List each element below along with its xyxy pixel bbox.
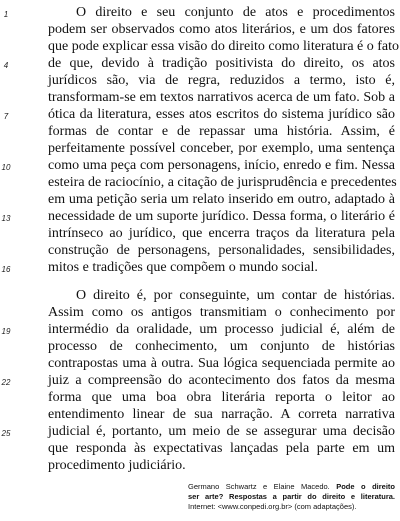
line-number: 22 <box>1 378 11 387</box>
text-line: juiz a compreensão do acontecimento dos fatos da mesma <box>48 373 395 388</box>
text-line: intrínseco ao jurídico, que encerra traços da literatura pela <box>48 226 395 241</box>
line-number: 19 <box>1 327 11 336</box>
line-number: 4 <box>3 61 9 70</box>
source-citation <box>188 492 395 502</box>
text-line: intermédio da oralidade, um processo judicial é, além de <box>48 322 395 337</box>
text-line: processo de conhecimento, um conjunto de histórias <box>48 339 395 354</box>
source-authors: Germano Schwartz e Elaine Macedo. <box>188 482 330 491</box>
text-line: mitos e tradições que compõem o mundo social. <box>48 260 318 275</box>
text-line: Assim como os antigos transmitiam o conhecimento por <box>48 305 395 320</box>
line-number: 10 <box>1 163 11 172</box>
text-line: procedimento judiciário. <box>48 458 186 473</box>
text-line: entendimento linear de sua narração. A correta narrativa <box>48 407 395 422</box>
text-line: necessidade de um suporte jurídico. Dessa forma, o literário é <box>48 209 395 224</box>
source-title: ser arte? Respostas a partir do direito e literatura. <box>188 492 395 501</box>
text-line: esteira de raciocínio, a citação de jurisprudência e precedentes <box>48 175 397 190</box>
source-citation <box>188 502 395 512</box>
text-line: jurídicos são, via de regra, reduzidos a termo, isto é, <box>48 73 395 88</box>
text-line: transformam-se em textos narrativos acerca de um fato. Sob a <box>48 90 395 105</box>
line-number: 7 <box>3 112 9 121</box>
text-line: O direito e seu conjunto de atos e procedimentos <box>76 5 395 20</box>
source-title: Pode o direito <box>336 482 395 491</box>
text-line: contrapostas uma à outra. Sua lógica sequenciada permite ao <box>48 356 395 371</box>
text-line: como uma peça com personagens, início, enredo e fim. Nessa <box>48 158 395 173</box>
line-number: 16 <box>1 265 11 274</box>
line-number: 13 <box>1 214 11 223</box>
source-note: (com adaptações). <box>294 502 357 511</box>
text-line: formas de contar e de repassar uma história. Assim, é <box>48 124 395 139</box>
text-line: em uma petição seria um relato inserido em outro, adaptado à <box>48 192 395 207</box>
text-line: de que, devido à tradição positivista do direito, os atos <box>48 56 395 71</box>
text-line: judicial é, portanto, um meio de se assegurar uma decisão <box>48 424 395 439</box>
text-line: que responda às expectativas lançadas pela parte em um <box>48 441 395 456</box>
text-line: construção de personagens, personalidades, sensibilidades, <box>48 243 395 258</box>
text-line: podem ser observados como atos literários, e um dos fatores <box>48 22 395 37</box>
line-number: 1 <box>3 10 9 19</box>
text-line: que pode explicar essa visão do direito como literatura é o fato <box>48 39 400 54</box>
source-internet-label: Internet: <box>188 502 216 511</box>
text-line: ótica da literatura, esses atos escritos do sistema jurídico são <box>48 107 395 122</box>
line-number: 25 <box>1 429 11 438</box>
text-line: forma que uma boa obra literária reporta o leitor ao <box>48 390 395 405</box>
source-citation <box>188 482 395 492</box>
text-line: O direito é, por conseguinte, um contar de histórias. <box>76 288 395 303</box>
source-url[interactable]: <www.conpedi.org.br> <box>217 502 293 511</box>
text-line: perfeitamente possível conceber, por exemplo, uma sentença <box>48 141 395 156</box>
